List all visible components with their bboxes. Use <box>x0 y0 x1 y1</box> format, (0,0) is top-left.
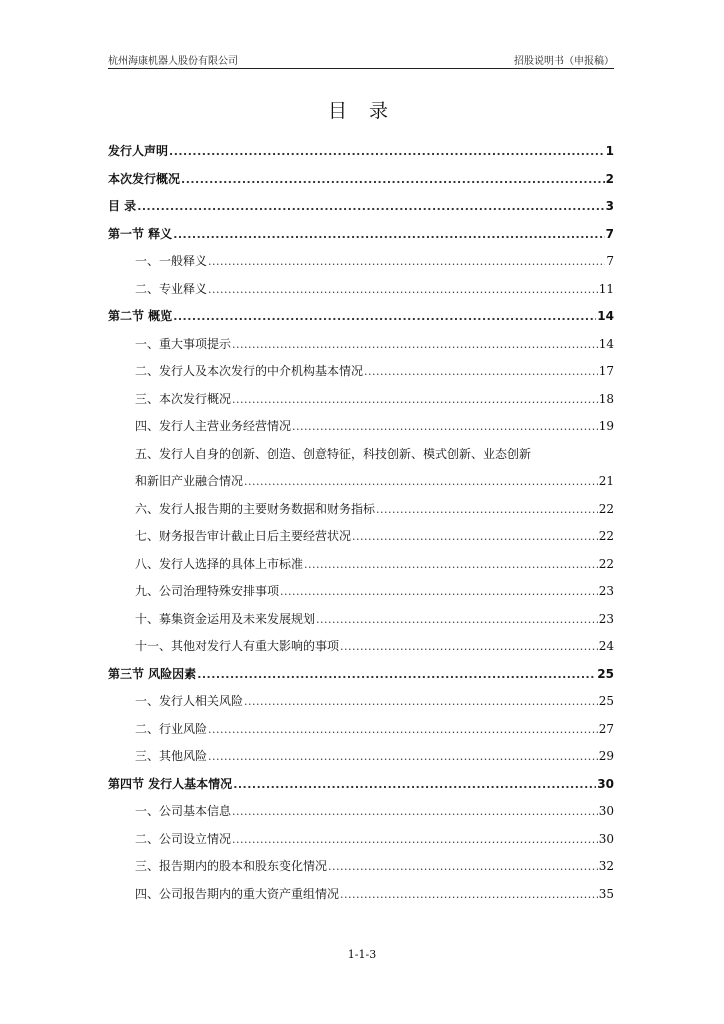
page-number: 1-1-3 <box>347 948 377 961</box>
toc-entry-page: 23 <box>598 584 614 598</box>
toc-entry[interactable] <box>108 303 614 331</box>
dot-leader <box>169 138 605 166</box>
toc-entry-label: 二、专业释义 <box>135 281 208 296</box>
toc-entry-label: 五、发行人自身的创新、创造、创意特征，科技创新、模式创新、业态创新 <box>135 446 532 461</box>
toc-entry-page: 22 <box>598 501 614 516</box>
company-name: 杭州海康机器人股份有限公司 <box>108 56 238 67</box>
toc-entry-page: 1 <box>605 144 614 158</box>
dot-leader <box>244 468 598 496</box>
toc-entry-page: 30 <box>597 776 614 791</box>
toc-entry[interactable] <box>108 771 614 799</box>
dot-leader <box>352 523 598 551</box>
toc-entry-label: 第一节 释义 <box>108 226 173 241</box>
dot-leader <box>280 578 598 606</box>
toc-entry-page: 14 <box>598 336 614 351</box>
toc-entry-label: 三、报告期内的股本和股东变化情况 <box>135 859 328 873</box>
dot-leader <box>173 221 604 249</box>
toc-entry-label: 一、公司基本信息 <box>135 804 232 818</box>
toc-entry-label: 四、发行人主营业务经营情况 <box>135 419 292 433</box>
dot-leader <box>340 881 598 909</box>
toc-entry-page: 14 <box>597 309 614 323</box>
dot-leader <box>328 853 598 881</box>
toc-entry-page: 25 <box>597 666 614 681</box>
toc-entry-label: 一、重大事项提示 <box>135 336 232 351</box>
toc-entry[interactable] <box>108 138 614 166</box>
dot-leader <box>376 496 598 524</box>
dot-leader <box>340 633 598 661</box>
dot-leader <box>197 661 596 689</box>
toc-entry[interactable] <box>108 688 614 716</box>
toc-entry-label: 二、行业风险 <box>135 721 208 736</box>
dot-leader <box>208 716 598 744</box>
toc-entry[interactable] <box>108 661 614 689</box>
toc-entry-label: 七、财务报告审计截止日后主要经营状况 <box>135 529 352 543</box>
toc-entry[interactable] <box>108 881 614 909</box>
toc-entry-page: 21 <box>598 474 614 488</box>
toc-entry[interactable] <box>108 633 614 661</box>
toc-entry[interactable] <box>108 193 614 221</box>
toc-entry-page: 7 <box>605 226 614 241</box>
toc-entry[interactable] <box>108 826 614 854</box>
toc-entry[interactable] <box>108 331 614 359</box>
toc-entry[interactable] <box>108 743 614 771</box>
toc-entry[interactable] <box>108 523 614 551</box>
toc-entry-page: 22 <box>598 556 614 571</box>
toc-entry-page: 30 <box>598 831 614 846</box>
toc-entry-label: 一、发行人相关风险 <box>135 694 244 708</box>
dot-leader <box>232 826 598 854</box>
toc-entry-label: 目 录 <box>108 199 137 213</box>
toc-entry-label: 第四节 发行人基本情况 <box>108 776 233 791</box>
toc-entry[interactable] <box>108 578 614 606</box>
toc-entry-label: 本次发行概况 <box>108 171 181 186</box>
toc-entry-label: 第二节 概览 <box>108 309 173 323</box>
toc-entry-label: 十一、其他对发行人有重大影响的事项 <box>135 639 340 653</box>
dot-leader <box>292 413 598 441</box>
table-of-contents <box>108 138 614 908</box>
toc-entry-page: 35 <box>598 886 614 901</box>
toc-entry[interactable] <box>108 798 614 826</box>
toc-entry-label: 第三节 风险因素 <box>108 666 197 681</box>
document-type: 招股说明书（申报稿） <box>514 56 614 67</box>
dot-leader <box>208 743 598 771</box>
toc-entry[interactable] <box>108 468 614 496</box>
toc-entry-page: 7 <box>606 254 614 268</box>
toc-entry[interactable] <box>108 853 614 881</box>
toc-entry-label: 六、发行人报告期的主要财务数据和财务指标 <box>135 501 376 516</box>
dot-leader <box>208 276 598 304</box>
toc-entry-label: 二、发行人及本次发行的中介机构基本情况 <box>135 364 364 378</box>
toc-entry[interactable] <box>108 606 614 634</box>
toc-entry[interactable] <box>108 276 614 304</box>
toc-entry-label: 和新旧产业融合情况 <box>135 474 244 488</box>
dot-leader <box>244 688 598 716</box>
toc-entry-label: 十、募集资金运用及未来发展规划 <box>135 611 316 626</box>
dot-leader <box>364 358 598 386</box>
toc-entry-label: 八、发行人选择的具体上市标准 <box>135 556 304 571</box>
toc-entry-page: 17 <box>598 364 614 378</box>
toc-entry-label: 三、本次发行概况 <box>135 391 232 406</box>
toc-entry-page: 24 <box>598 639 614 653</box>
toc-entry-page: 11 <box>598 281 614 296</box>
dot-leader <box>232 798 598 826</box>
toc-entry[interactable] <box>108 496 614 524</box>
toc-entry-page: 22 <box>598 529 614 543</box>
dot-leader <box>233 771 596 799</box>
toc-entry-label: 二、公司设立情况 <box>135 831 232 846</box>
dot-leader <box>232 331 598 359</box>
dot-leader <box>181 166 605 194</box>
toc-entry[interactable] <box>108 716 614 744</box>
toc-entry-page: 2 <box>605 171 614 186</box>
page-header <box>108 50 614 69</box>
toc-entry[interactable] <box>108 551 614 579</box>
toc-entry-page: 30 <box>598 804 614 818</box>
toc-entry-label: 三、其他风险 <box>135 749 208 763</box>
toc-entry-page: 18 <box>598 391 614 406</box>
toc-entry-page: 27 <box>598 721 614 736</box>
dot-leader <box>173 303 596 331</box>
toc-entry-page: 3 <box>605 199 614 213</box>
toc-entry-label: 发行人声明 <box>108 144 169 158</box>
toc-entry-label: 四、公司报告期内的重大资产重组情况 <box>135 886 340 901</box>
toc-entry[interactable] <box>108 413 614 441</box>
dot-leader <box>208 248 605 276</box>
toc-entry[interactable] <box>108 441 614 469</box>
toc-entry-label: 一、一般释义 <box>135 254 208 268</box>
toc-entry-page: 25 <box>598 694 614 708</box>
toc-entry[interactable] <box>108 166 614 194</box>
toc-entry-page: 32 <box>598 859 614 873</box>
dot-leader <box>137 193 604 221</box>
dot-leader <box>232 386 598 414</box>
toc-entry[interactable] <box>108 386 614 414</box>
toc-entry[interactable] <box>108 248 614 276</box>
toc-entry-page: 23 <box>598 611 614 626</box>
toc-entry[interactable] <box>108 358 614 386</box>
toc-entry-page: 19 <box>598 419 614 433</box>
page-title: 目 录 <box>327 100 397 122</box>
toc-entry-page: 29 <box>598 749 614 763</box>
dot-leader <box>316 606 598 634</box>
toc-entry[interactable] <box>108 221 614 249</box>
toc-entry-label: 九、公司治理特殊安排事项 <box>135 584 280 598</box>
dot-leader <box>304 551 598 579</box>
